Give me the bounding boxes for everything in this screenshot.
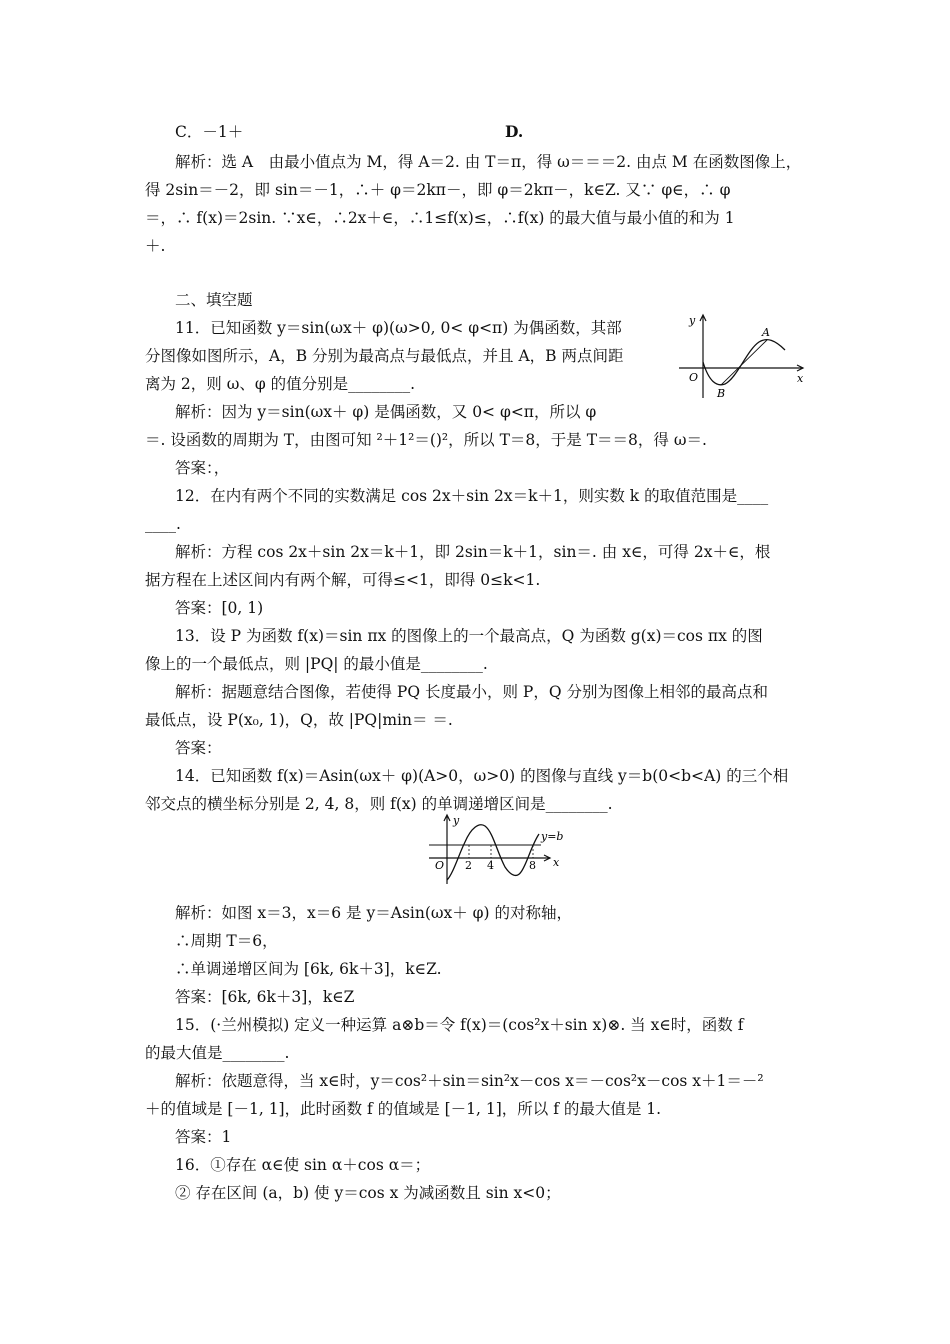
text-line: 据方程在上述区间内有两个解，可得≤<1，即得 0≤k<1. <box>145 571 541 589</box>
figure1-point-b: B <box>717 387 726 400</box>
section-heading: 二、填空题 <box>175 291 253 309</box>
answer-line: 答案：[0, 1) <box>175 599 264 617</box>
figure2-line-label: y=b <box>541 830 564 843</box>
answer-line: 答案：， <box>175 459 230 477</box>
text-line: ∴周期 T＝6， <box>175 932 278 950</box>
text-line: 像上的一个最低点，则 |PQ| 的最小值是________. <box>145 655 488 673</box>
text-line: 解析：方程 cos 2x＋sin 2x＝k＋1，即 2sin＝k＋1，sin＝. 由 x∈，可得 2x＋∈，根 <box>175 543 771 561</box>
text-line: 得 2sin＝－2，即 sin＝－1，∴＋ φ＝2kπ－，即 φ＝2kπ－，k∈Z. 又∵ φ∈，∴ φ <box>145 181 731 199</box>
figure2-tick-label: 2 <box>465 859 472 872</box>
option-c: C．－1＋ <box>175 123 244 141</box>
option-d: D. <box>505 122 524 141</box>
text-line: ＋. <box>145 237 166 255</box>
answer-line: 答案： <box>175 739 222 757</box>
text-line: 离为 2，则 ω、φ 的值分别是________. <box>145 375 416 393</box>
figure2-x-label: x <box>553 856 560 869</box>
text-line: 解析：因为 y＝sin(ωx＋ φ) 是偶函数，又 0< φ<π，所以 φ <box>175 403 597 421</box>
figure1-point-a: A <box>762 326 770 339</box>
text-line: ② 存在区间 (a，b) 使 y＝cos x 为减函数且 sin x<0； <box>175 1184 561 1202</box>
question-13: 13．设 P 为函数 f(x)＝sin πx 的图像上的一个最高点，Q 为函数 g(x)＝cos πx 的图 <box>175 627 763 645</box>
text-line: ＝. 设函数的周期为 T，由图可知 ²＋1²＝()²，所以 T＝8，于是 T＝＝8，得 ω＝. <box>145 431 707 449</box>
question-15: 15．(·兰州模拟) 定义一种运算 a⊗b＝令 f(x)＝(cos²x＋sin x)⊗. 当 x∈时，函数 f <box>175 1016 744 1034</box>
text-line: ＝，∴ f(x)＝2sin. ∵x∈，∴2x＋∈，∴1≤f(x)≤，∴f(x) 的最大值与最小值的和为 1 <box>145 209 735 227</box>
text-line: ＋的值域是 [－1, 1]，此时函数 f 的值域是 [－1, 1]，所以 f 的最大值是 1. <box>145 1100 662 1118</box>
answer-line: 答案：[6k, 6k＋3]，k∈Z <box>175 988 355 1006</box>
figure1-y-label: y <box>689 314 696 327</box>
figure2-origin-label: O <box>435 859 445 872</box>
text-line: 分图像如图所示，A，B 分别为最高点与最低点，并且 A，B 两点间距 <box>145 347 624 365</box>
text-line: 解析：如图 x＝3，x＝6 是 y＝Asin(ωx＋ φ) 的对称轴， <box>175 904 573 922</box>
text-line: 邻交点的横坐标分别是 2, 4, 8，则 f(x) 的单调递增区间是________. <box>145 795 613 813</box>
question-16: 16．①存在 α∈使 sin α＋cos α＝； <box>175 1156 431 1174</box>
figure2-tick-label: 4 <box>487 859 494 872</box>
figure1-x-label: x <box>797 372 804 385</box>
figure-sine-line-b <box>425 812 565 888</box>
answer-line: 答案：1 <box>175 1128 232 1146</box>
text-line: ∴单调递增区间为 [6k, 6k＋3]，k∈Z. <box>175 960 442 978</box>
text-line: 解析：依题意得，当 x∈时，y＝cos²＋sin＝sin²x－cos x＝－cos²x－cos x＋1＝－² <box>175 1072 764 1090</box>
text-line: ____. <box>145 515 181 533</box>
question-12: 12．在内有两个不同的实数满足 cos 2x＋sin 2x＝k＋1，则实数 k 的取值范围是____ <box>175 487 769 505</box>
figure2-tick-label: 8 <box>529 859 536 872</box>
text-line: 最低点，设 P(x₀, 1)，Q，故 |PQ|min＝ ＝. <box>145 711 453 729</box>
figure2-y-label: y <box>453 814 460 827</box>
text-line: 的最大值是________. <box>145 1044 290 1062</box>
question-11: 11．已知函数 y＝sin(ωx＋ φ)(ω>0, 0< φ<π) 为偶函数，其部 <box>175 319 622 337</box>
text-line: 解析：据题意结合图像，若使得 PQ 长度最小，则 P，Q 分别为图像上相邻的最高点和 <box>175 683 768 701</box>
figure-sine-ab <box>675 312 810 402</box>
question-14: 14．已知函数 f(x)＝Asin(ωx＋ φ)(A>0，ω>0) 的图像与直线 y＝b(0<b<A) 的三个相 <box>175 767 789 785</box>
text-line: 解析：选 A 由最小值点为 M，得 A＝2. 由 T＝π，得 ω＝＝＝2. 由点 M 在函数图像上， <box>175 153 802 171</box>
figure1-origin-label: O <box>689 371 699 384</box>
